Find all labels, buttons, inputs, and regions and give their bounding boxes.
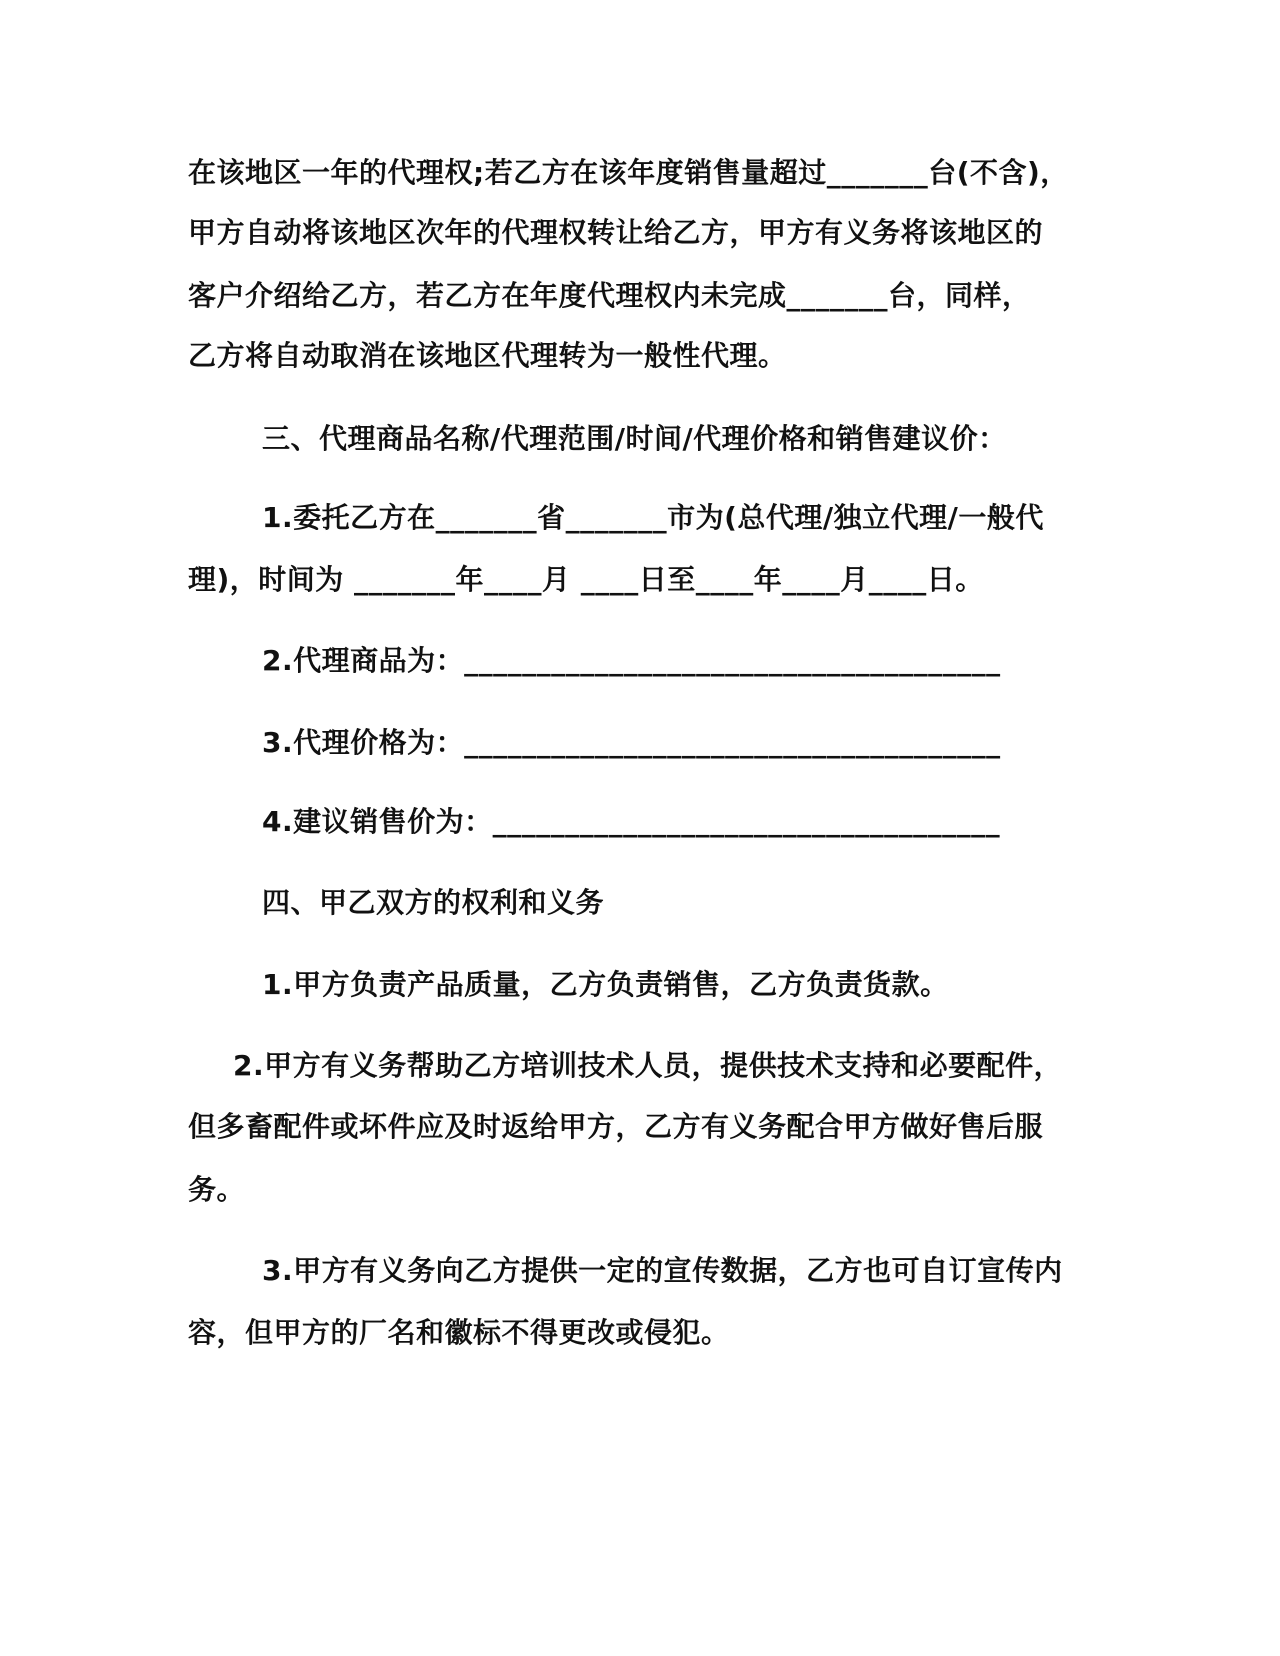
text-line: 容，但甲方的厂名和徽标不得更改或侵犯。	[188, 1316, 730, 1349]
text-line: 客户介绍给乙方，若乙方在年度代理权内未完成_______台，同样，	[188, 279, 1031, 312]
clause-item: 4.建议销售价为：___________________________________	[262, 805, 1001, 838]
text-line: 甲方自动将该地区次年的代理权转让给乙方，甲方有义务将该地区的	[188, 216, 1044, 249]
clause-item: 3.代理价格为：_____________________________________	[262, 726, 1001, 759]
clause-item: 1.委托乙方在_______省_______市为(总代理/独立代理/一般代	[262, 501, 1044, 534]
text-line: 但多畜配件或坏件应及时返给甲方，乙方有义务配合甲方做好售后服	[188, 1110, 1044, 1143]
section-heading: 四、甲乙双方的权利和义务	[262, 886, 605, 919]
clause-item: 1.甲方负责产品质量，乙方负责销售，乙方负责货款。	[262, 968, 949, 1001]
clause-item: 2.代理商品为：_____________________________________	[262, 644, 1001, 677]
clause-item: 2.甲方有义务帮助乙方培训技术人员，提供技术支持和必要配件，	[233, 1049, 1063, 1082]
text-line: 务。	[188, 1173, 246, 1206]
section-heading: 三、代理商品名称/代理范围/时间/代理价格和销售建议价：	[262, 422, 1007, 455]
text-line: 乙方将自动取消在该地区代理转为一般性代理。	[188, 339, 787, 372]
text-line: 理)，时间为 _______年____月 ____日至____年____月____日。	[188, 563, 984, 596]
text-line: 在该地区一年的代理权;若乙方在该年度销售量超过_______台(不含)，	[188, 156, 1069, 189]
clause-item: 3.甲方有义务向乙方提供一定的宣传数据，乙方也可自订宣传内	[262, 1254, 1063, 1287]
